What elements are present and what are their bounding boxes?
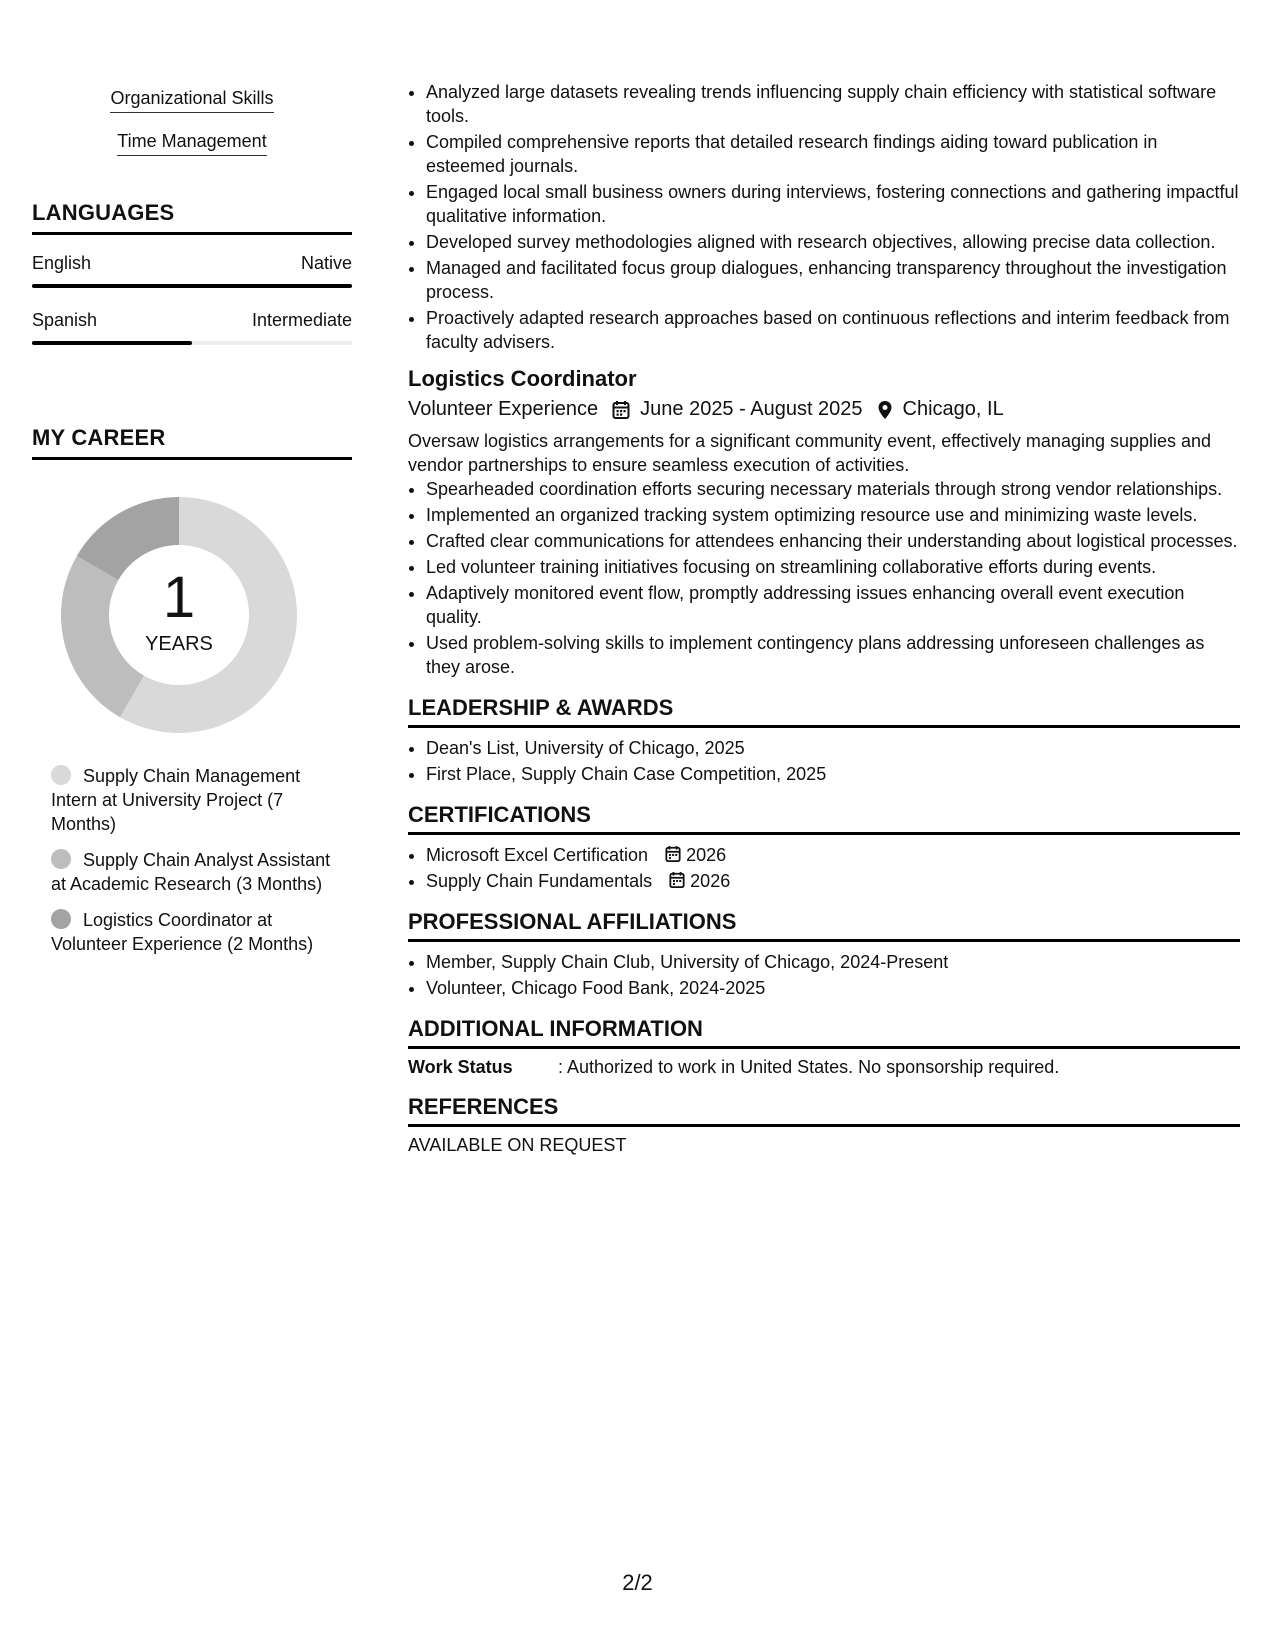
work-status-row (408, 1057, 1240, 1078)
career-donut-chart (54, 490, 304, 740)
additional-info-heading: ADDITIONAL INFORMATION (408, 1016, 1240, 1049)
language-proficiency-bar (32, 284, 352, 288)
bullet-item: • Led volunteer training initiatives focusing on streamlining collaborative efforts during events. (426, 555, 1240, 579)
language-english (32, 253, 352, 288)
skill-item: Organizational Skills (110, 88, 273, 113)
career-years-value: 1 (162, 564, 196, 630)
legend-label: Supply Chain Analyst Assistant at Academic Research (3 Months) (51, 850, 331, 894)
job-meta (408, 398, 1240, 421)
legend-item (51, 908, 331, 956)
references-heading: REFERENCES (408, 1094, 1240, 1127)
calendar-icon (665, 845, 681, 863)
additional-info-section (408, 1016, 1240, 1078)
calendar-icon (612, 400, 630, 420)
job-entry (408, 366, 1240, 679)
bullet-item: • Adaptively monitored event flow, promptly addressing issues enhancing overall event execution quality. (426, 581, 1240, 629)
language-spanish (32, 310, 352, 345)
bullet-item: • Managed and facilitated focus group dialogues, enhancing transparency throughout the investigation process. (426, 256, 1240, 304)
leadership-heading: LEADERSHIP & AWARDS (408, 695, 1240, 728)
work-status-value: : Authorized to work in United States. No sponsorship required. (558, 1057, 1060, 1077)
references-text: AVAILABLE ON REQUEST (408, 1135, 627, 1155)
map-pin-icon (877, 400, 893, 420)
legend-label: Logistics Coordinator at Volunteer Experience (2 Months) (51, 910, 314, 954)
legend-dot (51, 909, 71, 929)
legend-dot (51, 765, 71, 785)
award-item: • First Place, Supply Chain Case Competition, 2025 (426, 762, 1240, 786)
career-section (32, 425, 352, 956)
career-years-label: YEARS (145, 632, 213, 655)
language-name: English (32, 253, 92, 273)
work-status-key: Work Status (408, 1057, 513, 1077)
bullet-item: • Proactively adapted research approaches based on continuous reflections and interim feedback from faculty advisers. (426, 306, 1240, 354)
job-title: Logistics Coordinator (408, 366, 637, 391)
leadership-section (408, 695, 1240, 786)
language-proficiency-bar (32, 341, 352, 345)
previous-job-bullets (408, 80, 1240, 354)
skills-list (32, 80, 352, 166)
legend-item (51, 848, 331, 896)
language-level: Intermediate (251, 310, 352, 330)
bullet-item: • Compiled comprehensive reports that detailed research findings aiding toward publication in esteemed journals. (426, 130, 1240, 178)
job-dates: June 2025 - August 2025 (640, 398, 863, 420)
references-section (408, 1094, 1240, 1156)
skill-item: Time Management (117, 131, 266, 156)
affiliations-heading: PROFESSIONAL AFFILIATIONS (408, 909, 1240, 942)
bullet-item: • Implemented an organized tracking system optimizing resource use and minimizing waste levels. (426, 503, 1240, 527)
right-column (408, 80, 1240, 1156)
certification-year: 2026 (686, 845, 727, 865)
left-column (32, 80, 352, 968)
certification-year: 2026 (690, 871, 731, 891)
bullet-item: • Analyzed large datasets revealing trends influencing supply chain efficiency with statistical software tools. (426, 80, 1240, 128)
award-item: • Dean's List, University of Chicago, 2025 (426, 736, 1240, 760)
language-level: Native (300, 253, 352, 273)
career-legend (51, 764, 331, 956)
bullet-item: • Engaged local small business owners during interviews, fostering connections and gathering impactful qualitative information. (426, 180, 1240, 228)
certification-name: Microsoft Excel Certification (426, 845, 649, 865)
legend-label: Supply Chain Management Intern at University Project (7 Months) (51, 766, 301, 834)
bullet-item: • Spearheaded coordination efforts securing necessary materials through strong vendor relationships. (426, 477, 1240, 501)
affiliation-item: • Volunteer, Chicago Food Bank, 2024-2025 (426, 976, 1240, 1000)
job-location: Chicago, IL (902, 398, 1004, 420)
certification-item (426, 843, 1240, 867)
affiliations-section (408, 909, 1240, 1000)
bullet-item: • Crafted clear communications for attendees enhancing their understanding about logistical processes. (426, 529, 1240, 553)
affiliation-item: • Member, Supply Chain Club, University of Chicago, 2024-Present (426, 950, 1240, 974)
bullet-item: • Developed survey methodologies aligned with research objectives, allowing precise data collection. (426, 230, 1240, 254)
languages-heading: LANGUAGES (32, 200, 352, 235)
certifications-heading: CERTIFICATIONS (408, 802, 1240, 835)
certification-item (426, 869, 1240, 893)
certifications-section (408, 802, 1240, 893)
page-number: 2/2 (622, 1570, 653, 1595)
certification-name: Supply Chain Fundamentals (426, 871, 653, 891)
career-heading: MY CAREER (32, 425, 352, 460)
legend-item (51, 764, 331, 836)
language-name: Spanish (32, 310, 98, 330)
job-description: Oversaw logistics arrangements for a significant community event, effectively managing supplies and vendor partnerships to ensure seamless execution of activities. (408, 431, 1212, 475)
bullet-item: • Used problem-solving skills to implement contingency plans addressing unforeseen challenges as they arose. (426, 631, 1240, 679)
job-company: Volunteer Experience (408, 398, 599, 420)
calendar-icon (669, 871, 685, 889)
legend-dot (51, 849, 71, 869)
job-bullets (408, 477, 1240, 679)
languages-section (32, 200, 352, 345)
